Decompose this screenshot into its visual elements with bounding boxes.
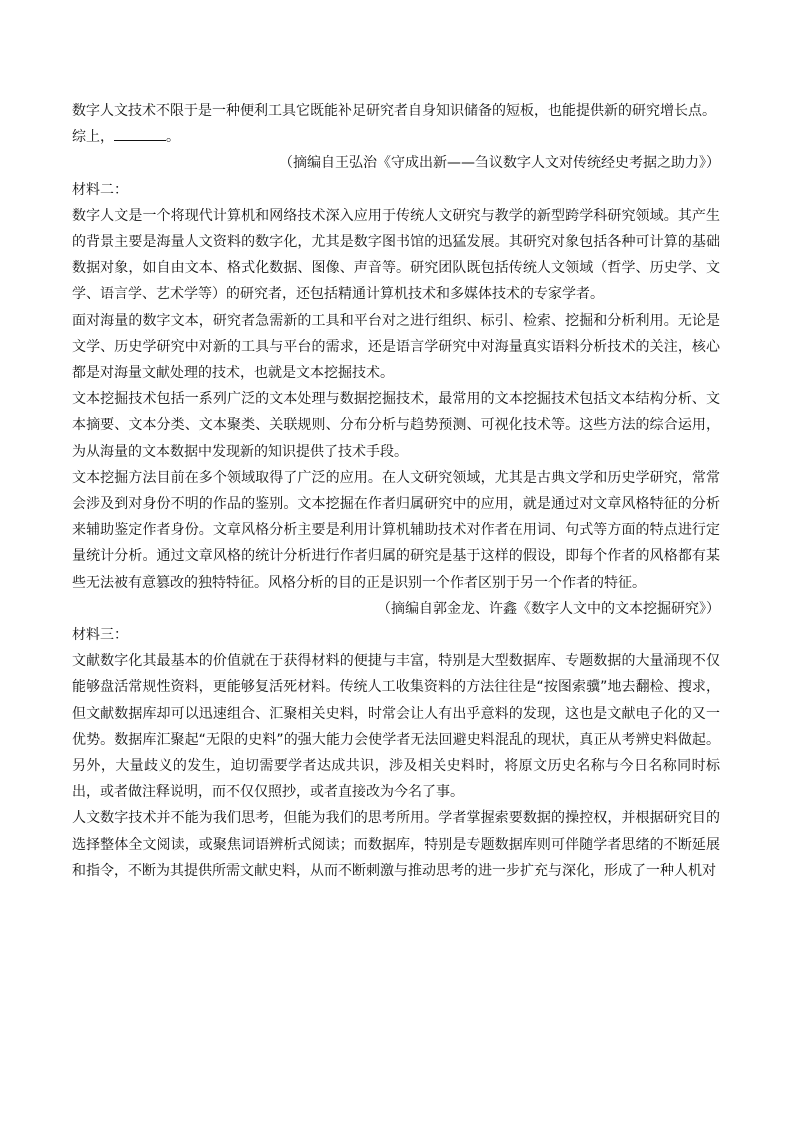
summary-line [72, 124, 720, 150]
paragraph-2: 数字人文是一个将现代计算机和网络技术深入应用于传统人文研究与教学的新型跨学科研究领域。其产生的背景主要是海量人文资料的数字化，尤其是数字图书馆的迅猛发展。其研究对象包括各种可计算的基础数据对象，如自由文本、格式化数据、图像、声音等。研究团队既包括传统人文领域（哲学、历史学、文学、语言学、艺术学等）的研究者，还包括精通计算机技术和多媒体技术的专家学者。 [72, 207, 720, 303]
paragraph-6: 文献数字化其最基本的价值就在于获得材料的便捷与丰富，特别是大型数据库、专题数据的大量涌现不仅能够盘活常规性资料，更能够复活死材料。传统人工收集资料的方法往往是“按图索骥”地去翻检、搜求，但文献数据库却可以迅速组合、汇聚相关史料，时常会让人有出乎意料的发现，这也是文献电子化的又一优势。数据库汇聚起“无限的史料”的强大能力会使学者无法回避史料混乱的现状，真正从考辨史料做起。另外，大量歧义的发生，迫切需要学者达成共识，涉及相关史料时，将原文历史名称与今日名称同时标出，或者做注释说明，而不仅仅照抄，或者直接改为今名了事。 [72, 653, 720, 801]
material-two-heading: 材料二： [72, 181, 128, 198]
paragraph-3: 面对海量的数字文本，研究者急需新的工具和平台对之进行组织、标引、检索、挖掘和分析利用。无论是文学、历史学研究中对新的工具与平台的需求，还是语言学研究中对海量真实语料分析技术的关注，核心都是对海量文献处理的技术，也就是文本挖掘技术。 [72, 312, 720, 382]
summary-prefix: 综上， [72, 129, 114, 146]
source-citation-1: （摘编自王弘治《守成出新——刍议数字人文对传统经史考据之助力》） [279, 155, 720, 172]
paragraph-4: 文本挖掘技术包括一系列广泛的文本处理与数据挖掘技术，最常用的文本挖掘技术包括文本结构分析、文本摘要、文本分类、文本聚类、关联规则、分布分析与趋势预测、可视化技术等。这些方法的综合运用，为从海量的文本数据中发现新的知识提供了技术手段。 [72, 391, 720, 460]
paragraph-1: 数字人文技术不限于是一种便利工具它既能补足研究者自身知识储备的短板，也能提供新的研究增长点。 [72, 103, 716, 119]
document-body [72, 98, 720, 884]
paragraph-5: 文本挖掘方法目前在多个领域取得了广泛的应用。在人文研究领域，尤其是古典文学和历史学研究，常常会涉及到对身份不明的作品的鉴别。文本挖掘在作者归属研究中的应用，就是通过对文章风格特征的分析来辅助鉴定作者身份。文章风格分析主要是利用计算机辅助技术对作者在用词、句式等方面的特点进行定量统计分析。通过文章风格的统计分析进行作者归属的研究是基于这样的假设，即每个作者的风格都有某些无法被有意篡改的独特特征。风格分析的目的正是识别一个作者区别于另一个作者的特征。 [72, 469, 720, 591]
source-citation-2: （摘编自郭金龙、许鑫《数字人文中的文本挖掘研究》） [377, 600, 720, 617]
paragraph-7: 人文数字技术并不能为我们思考，但能为我们的思考所用。学者掌握索要数据的操控权，并根据研究目的选择整体全文阅读，或聚焦词语辨析式阅读；而数据库，特别是专题数据库则可伴随学者思绪的不断延展和指令，不断为其提供所需文献史料，从而不断刺激与推动思考的进一步扩充与深化，形成了一种人机对 [72, 810, 720, 879]
material-three-heading: 材料三： [72, 627, 128, 644]
answer-blank [114, 126, 166, 141]
summary-suffix: 。 [166, 129, 180, 146]
